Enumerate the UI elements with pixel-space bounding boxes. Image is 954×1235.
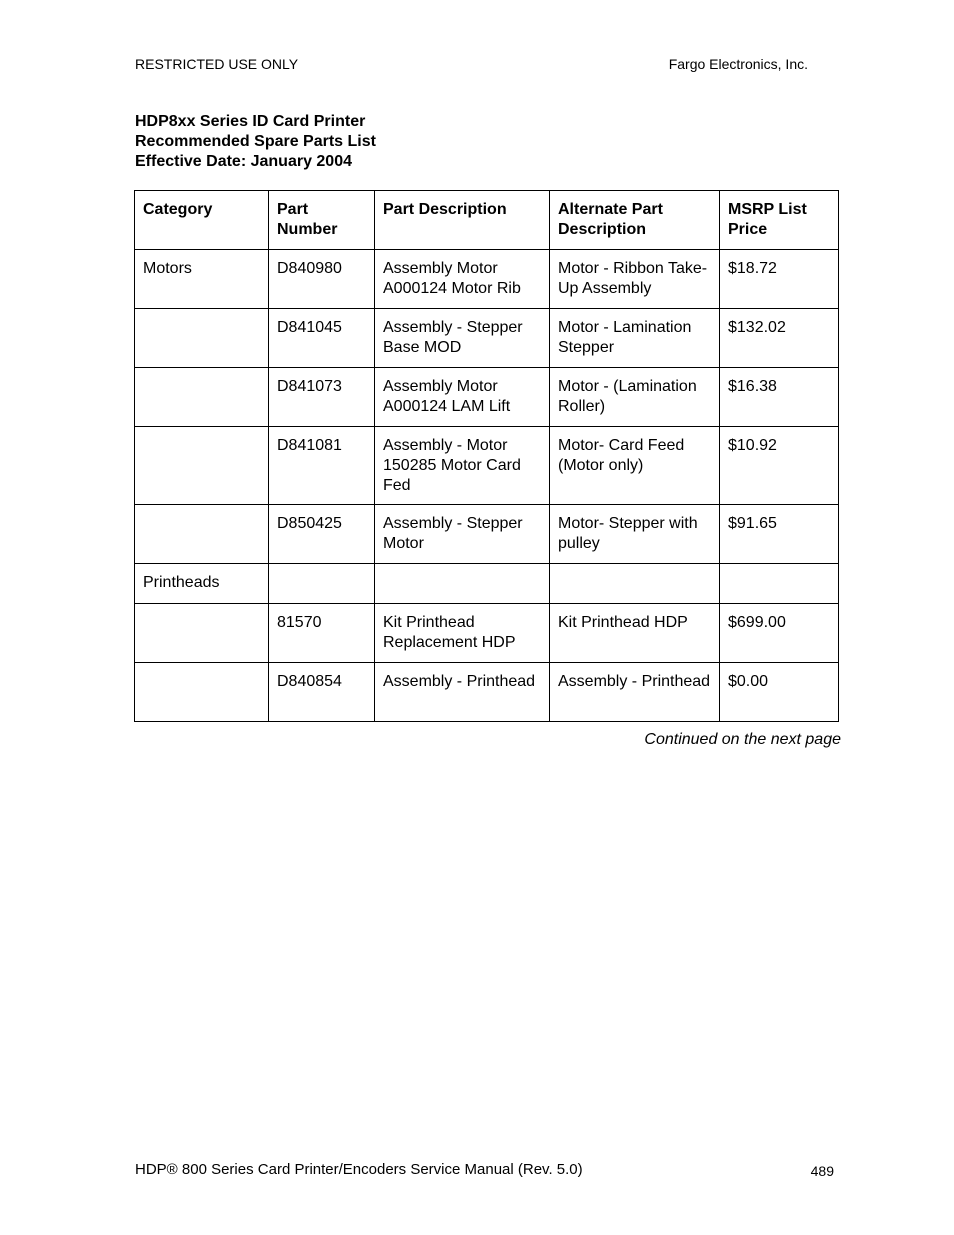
spare-parts-table (134, 190, 839, 722)
cell-msrp-price: $699.00 (720, 604, 839, 663)
table-row (135, 663, 839, 722)
cell-part-description: Assembly Motor A000124 Motor Rib (375, 250, 550, 309)
cell-category (135, 368, 269, 427)
table-row (135, 564, 839, 604)
cell-category (135, 663, 269, 722)
cell-alternate-description: Motor - Lamination Stepper (550, 309, 720, 368)
column-header-alternate-description: Alternate Part Description (550, 191, 720, 250)
cell-part-description: Assembly Motor A000124 LAM Lift (375, 368, 550, 427)
cell-part-number (269, 564, 375, 604)
cell-category: Motors (135, 250, 269, 309)
header-restricted-notice: RESTRICTED USE ONLY (135, 56, 299, 72)
continued-note: Continued on the next page (644, 731, 841, 748)
table-row (135, 505, 839, 564)
cell-part-number: 81570 (269, 604, 375, 663)
cell-msrp-price: $18.72 (720, 250, 839, 309)
cell-part-description: Assembly - Stepper Base MOD (375, 309, 550, 368)
column-header-part-description: Part Description (375, 191, 550, 250)
table-row (135, 427, 839, 505)
table-row (135, 368, 839, 427)
cell-part-description: Assembly - Stepper Motor (375, 505, 550, 564)
cell-part-number: D841073 (269, 368, 375, 427)
cell-msrp-price: $91.65 (720, 505, 839, 564)
title-line-list-name: Recommended Spare Parts List (135, 133, 376, 150)
cell-part-description: Assembly - Printhead (375, 663, 550, 722)
cell-category (135, 505, 269, 564)
cell-msrp-price: $132.02 (720, 309, 839, 368)
cell-category (135, 604, 269, 663)
cell-msrp-price: $16.38 (720, 368, 839, 427)
title-line-product: HDP8xx Series ID Card Printer (135, 113, 366, 130)
table-row (135, 309, 839, 368)
cell-part-number: D840854 (269, 663, 375, 722)
cell-category (135, 427, 269, 505)
footer-page-number: 489 (810, 1163, 834, 1179)
cell-part-description: Assembly - Motor 150285 Motor Card Fed (375, 427, 550, 505)
cell-alternate-description: Assembly - Printhead (550, 663, 720, 722)
column-header-category: Category (135, 191, 269, 250)
table-header-row (135, 191, 839, 250)
footer-manual-title: HDP® 800 Series Card Printer/Encoders Service Manual (Rev. 5.0) (135, 1161, 583, 1178)
header-company-name: Fargo Electronics, Inc. (668, 56, 808, 72)
cell-category (135, 309, 269, 368)
table-row (135, 250, 839, 309)
cell-part-number: D840980 (269, 250, 375, 309)
cell-alternate-description: Motor - (Lamination Roller) (550, 368, 720, 427)
cell-alternate-description: Motor- Card Feed (Motor only) (550, 427, 720, 505)
cell-alternate-description: Motor - Ribbon Take-Up Assembly (550, 250, 720, 309)
cell-part-description (375, 564, 550, 604)
cell-msrp-price: $10.92 (720, 427, 839, 505)
column-header-msrp-price: MSRP List Price (720, 191, 839, 250)
table-row (135, 604, 839, 663)
cell-alternate-description: Kit Printhead HDP (550, 604, 720, 663)
cell-msrp-price: $0.00 (720, 663, 839, 722)
cell-alternate-description (550, 564, 720, 604)
document-title-block (135, 112, 376, 172)
cell-category: Printheads (135, 564, 269, 604)
cell-part-number: D841081 (269, 427, 375, 505)
cell-alternate-description: Motor- Stepper with pulley (550, 505, 720, 564)
column-header-part-number: Part Number (269, 191, 375, 250)
cell-msrp-price (720, 564, 839, 604)
cell-part-number: D850425 (269, 505, 375, 564)
cell-part-description: Kit Printhead Replacement HDP (375, 604, 550, 663)
title-line-effective-date: Effective Date: January 2004 (135, 153, 352, 170)
cell-part-number: D841045 (269, 309, 375, 368)
